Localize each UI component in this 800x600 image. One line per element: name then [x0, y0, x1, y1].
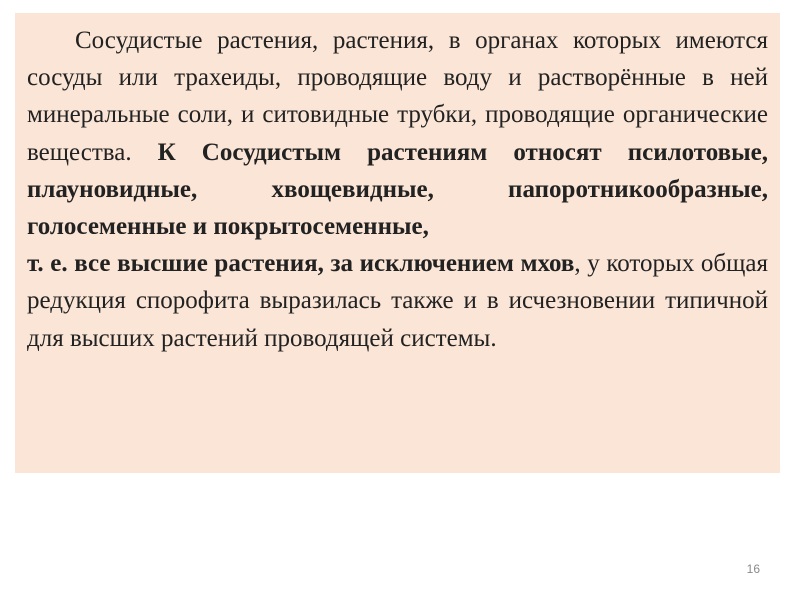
text-box — [15, 13, 780, 473]
paragraph-2-rest: , у которых общая редукция спорофита выразилась также и в исчезновении типичной для высших растений проводящей системы. — [27, 250, 768, 352]
paragraph-1-intro: Сосудистые растения, растения, в органах которых имеются сосуды или трахеиды, проводящие воду и растворённые в ней минеральные соли, и ситовидные трубки, проводящие органические вещества. — [27, 27, 768, 166]
page-number: 16 — [746, 562, 760, 576]
paragraph-2 — [27, 245, 768, 357]
paragraph-1-bold-list: К Сосудистым растениям относят псилотовые, плауновидные, хвощевидные, папоротникообразные, голосеменные и покрытосеменные, — [27, 138, 768, 241]
paragraph-1 — [27, 22, 768, 245]
paragraph-2-bold: т. е. все высшие растения, за исключением мхов — [27, 250, 575, 278]
